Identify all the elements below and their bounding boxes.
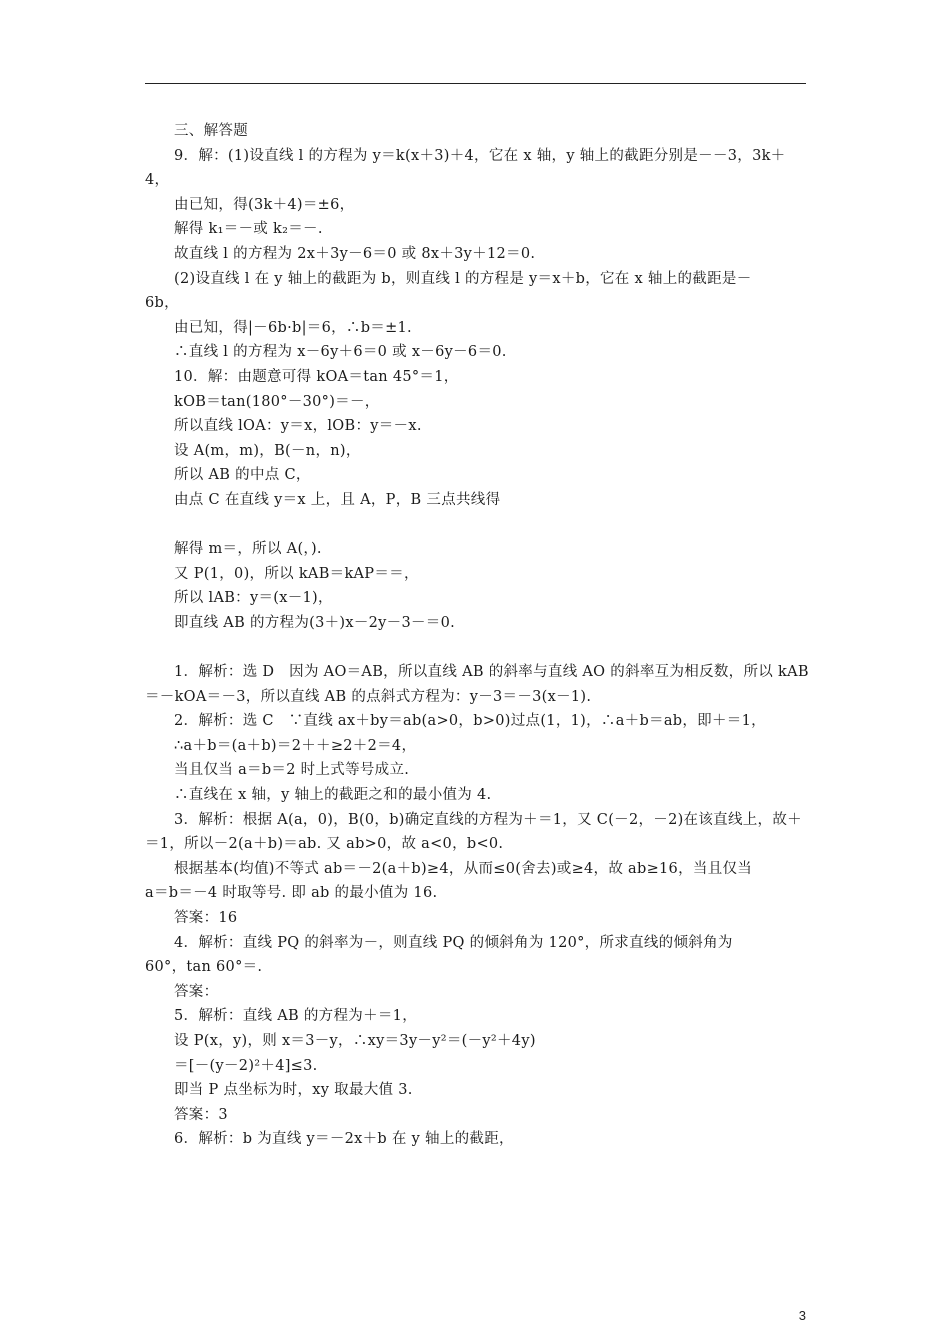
text-line: 设 P(x，y)，则 x＝3－y，∴xy＝3y－y²＝(－y²＋4y) — [174, 1032, 536, 1049]
text-line: 即直线 AB 的方程为(3＋)x－2y－3－＝0. — [174, 614, 456, 631]
text-line: 三、解答题 — [174, 123, 248, 139]
text-line: 解得 m＝，所以 A(，). — [174, 541, 322, 558]
text-line: ∴直线 l 的方程为 x－6y＋6＝0 或 x－6y－6＝0. — [174, 344, 507, 361]
text-line: 5．解析：直线 AB 的方程为＋＝1， — [174, 1008, 417, 1025]
text-line: 6．解析：b 为直线 y＝－2x＋b 在 y 轴上的截距， — [174, 1131, 514, 1148]
text-line: ∴a＋b＝(a＋b)＝2＋＋≥2＋2＝4， — [174, 737, 417, 754]
text-line: a＝b＝－4 时取等号. 即 ab 的最小值为 16. — [145, 885, 438, 902]
text-line: 10．解：由题意可得 kOA＝tan 45°＝1， — [174, 368, 459, 385]
header-rule — [145, 83, 806, 84]
text-line: kOB＝tan(180°－30°)＝－， — [174, 393, 380, 410]
text-line: 由已知，得(3k＋4)＝±6， — [174, 196, 355, 213]
text-line: 故直线 l 的方程为 2x＋3y－6＝0 或 8x＋3y＋12＝0. — [174, 245, 536, 262]
text-line: 2．解析：选 C ∵直线 ax＋by＝ab(a>0，b>0)过点(1，1)，∴a＋b＝ab，即＋＝1， — [174, 713, 766, 730]
text-line: 设 A(m，m)，B(－n，n)， — [174, 442, 361, 459]
text-line: 所以直线 lOA：y＝x，lOB：y＝－x. — [174, 418, 422, 435]
text-line: 又 P(1，0)，所以 kAB＝kAP＝＝， — [174, 565, 419, 582]
text-line: 9．解：(1)设直线 l 的方程为 y＝k(x＋3)＋4，它在 x 轴，y 轴上的截距分别是－－3，3k＋ — [174, 147, 786, 164]
text-line: 答案： — [174, 983, 219, 1000]
text-line: ＝[－(y－2)²＋4]≤3. — [174, 1057, 318, 1074]
text-line: 60°，tan 60°＝. — [145, 959, 263, 976]
blank-line — [145, 513, 806, 538]
text-line: 6b， — [145, 295, 179, 312]
text-line: 所以 lAB：y＝(x－1)， — [174, 590, 333, 607]
text-line: ∴直线在 x 轴，y 轴上的截距之和的最小值为 4. — [174, 787, 492, 804]
text-line: (2)设直线 l 在 y 轴上的截距为 b，则直线 l 的方程是 y＝x＋b，它在 x 轴上的截距是－ — [174, 270, 752, 287]
text-line: 4， — [145, 172, 170, 189]
document-body — [145, 119, 809, 1152]
text-line: 根据基本(均值)不等式 ab＝－2(a＋b)≥4，从而≤0(舍去)或≥4，故 ab≥16，当且仅当 — [174, 860, 753, 877]
page-number: 3 — [798, 1308, 806, 1323]
text-line: 3．解析：根据 A(a，0)，B(0，b)确定直线的方程为＋＝1，又 C(－2，－2)在该直线上，故＋ — [174, 811, 802, 828]
text-line: 由已知，得|－6b·b|＝6，∴b＝±1. — [174, 319, 412, 336]
text-line: ＝1，所以－2(a＋b)＝ab. 又 ab>0，故 a<0，b<0. — [145, 836, 504, 853]
text-line: 由点 C 在直线 y＝x 上，且 A，P，B 三点共线得 — [174, 491, 501, 508]
text-line: ＝－kOA＝－3，所以直线 AB 的点斜式方程为：y－3＝－3(x－1). — [145, 688, 592, 705]
text-line: 4．解析：直线 PQ 的斜率为－，则直线 PQ 的倾斜角为 120°，所求直线的倾斜角为 — [174, 934, 733, 951]
text-line: 当且仅当 a＝b＝2 时上式等号成立. — [174, 762, 410, 779]
text-line: 所以 AB 的中点 C， — [174, 467, 311, 484]
text-line: 答案：16 — [174, 910, 238, 926]
text-line: 即当 P 点坐标为时，xy 取最大值 3. — [174, 1082, 413, 1099]
text-line: 解得 k₁＝－或 k₂＝－. — [174, 221, 323, 238]
text-line: 答案：3 — [174, 1106, 228, 1123]
blank-line — [145, 635, 806, 660]
text-line: 1．解析：选 D 因为 AO＝AB，所以直线 AB 的斜率与直线 AO 的斜率互为相反数，所以 kAB — [174, 664, 809, 681]
